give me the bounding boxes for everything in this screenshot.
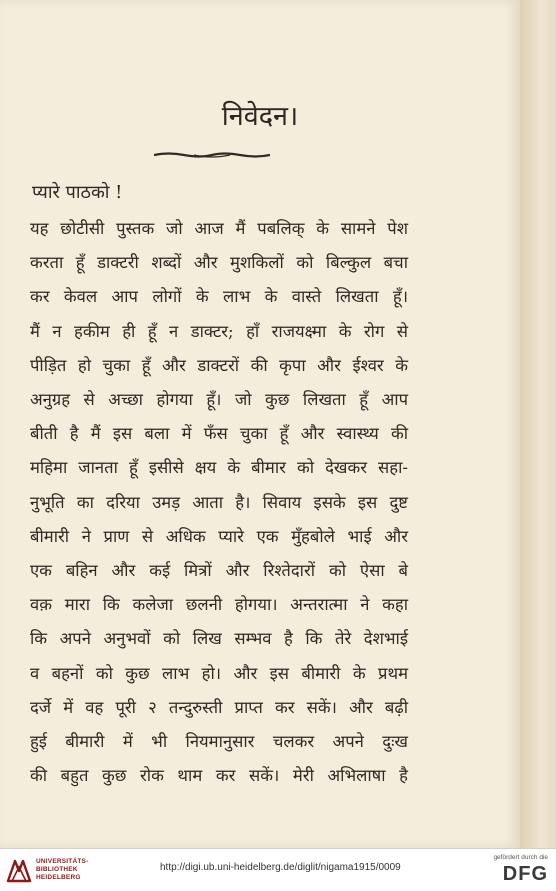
body-paragraph: [30, 212, 408, 793]
text-line: वक़ मारा कि कलेजा छलनी होगया। अन्तरात्मा ने कहा: [30, 595, 408, 615]
text-line: करता हूँ डाक्टरी शब्दों और मुशकिलों को बिल्कुल बचा: [30, 253, 408, 273]
university-library-logo-icon[interactable]: [6, 857, 32, 883]
text-line: अनुग्रह से अच्छा होगया हूँ। जो कुछ लिखता हूँ आप: [30, 390, 408, 410]
page-url-link[interactable]: http://digi.ub.uni-heidelberg.de/diglit/nigama1915/0009: [160, 862, 401, 873]
text-line: बीती है मैं इस बला में फँस चुका हूँ और स्वास्थ्य की: [30, 424, 408, 444]
dfg-logo[interactable]: DFG: [502, 863, 548, 885]
funded-by-label: gefördert durch die: [493, 854, 548, 861]
text-line: महिमा जानता हूँ इसीसे क्षय के बीमार को देखकर सहा-: [30, 458, 408, 478]
library-name[interactable]: [36, 858, 88, 882]
text-line: पीड़ित हो चुका हूँ और डाक्टरों की कृपा और ईश्वर के: [30, 355, 408, 375]
text-line: व बहनों को कुछ लाभ हो। और इस बीमारी के प्रथम: [30, 663, 408, 683]
viewer-footer: [0, 848, 556, 891]
library-name-line: HEIDELBERG: [36, 874, 81, 881]
page-heading: निवेदन।: [221, 101, 299, 132]
text-line: हुई बीमारी में भी नियमानुसार चलकर अपने दुःख: [30, 732, 408, 752]
text-line: यह छोटीसी पुस्तक जो आज मैं पबलिक् के सामने पेश: [30, 219, 408, 238]
text-line: बीमारी ने प्राण से अधिक प्यारे एक मुँहबोले भाई और: [30, 526, 408, 546]
text-line: कर केवल आप लोगों के लाभ के वास्ते लिखता हूँ।: [30, 287, 408, 307]
page-gutter: [520, 0, 556, 848]
text-line: दर्जे में वह पूरी २ तन्दुरुस्ती प्राप्त कर सकें। और बढ़ी: [30, 697, 408, 717]
text-line: एक बहिन और कई मित्रों और रिश्तेदारों को ऐसा बे: [30, 561, 408, 581]
text-line: कि अपने अनुभवों को लिख सम्भव है कि तेरे देशभाई: [30, 629, 408, 649]
text-line: नुभूति का दरिया उमड़ आता है। सिवाय इसके इस दुष्ट: [30, 492, 408, 512]
text-line: की बहुत कुछ रोक थाम कर सकें। मेरी अभिलाषा है: [30, 766, 408, 786]
library-name-line: BIBLIOTHEK: [36, 866, 78, 873]
ornament-rule: [154, 150, 270, 160]
text-line: मैं न हकीम ही हूँ न डाक्टर; हाँ राजयक्ष्मा के रोग से: [30, 321, 408, 341]
salutation: प्यारे पाठको !: [32, 182, 123, 203]
library-name-line: UNIVERSITÄTS-: [36, 858, 89, 865]
